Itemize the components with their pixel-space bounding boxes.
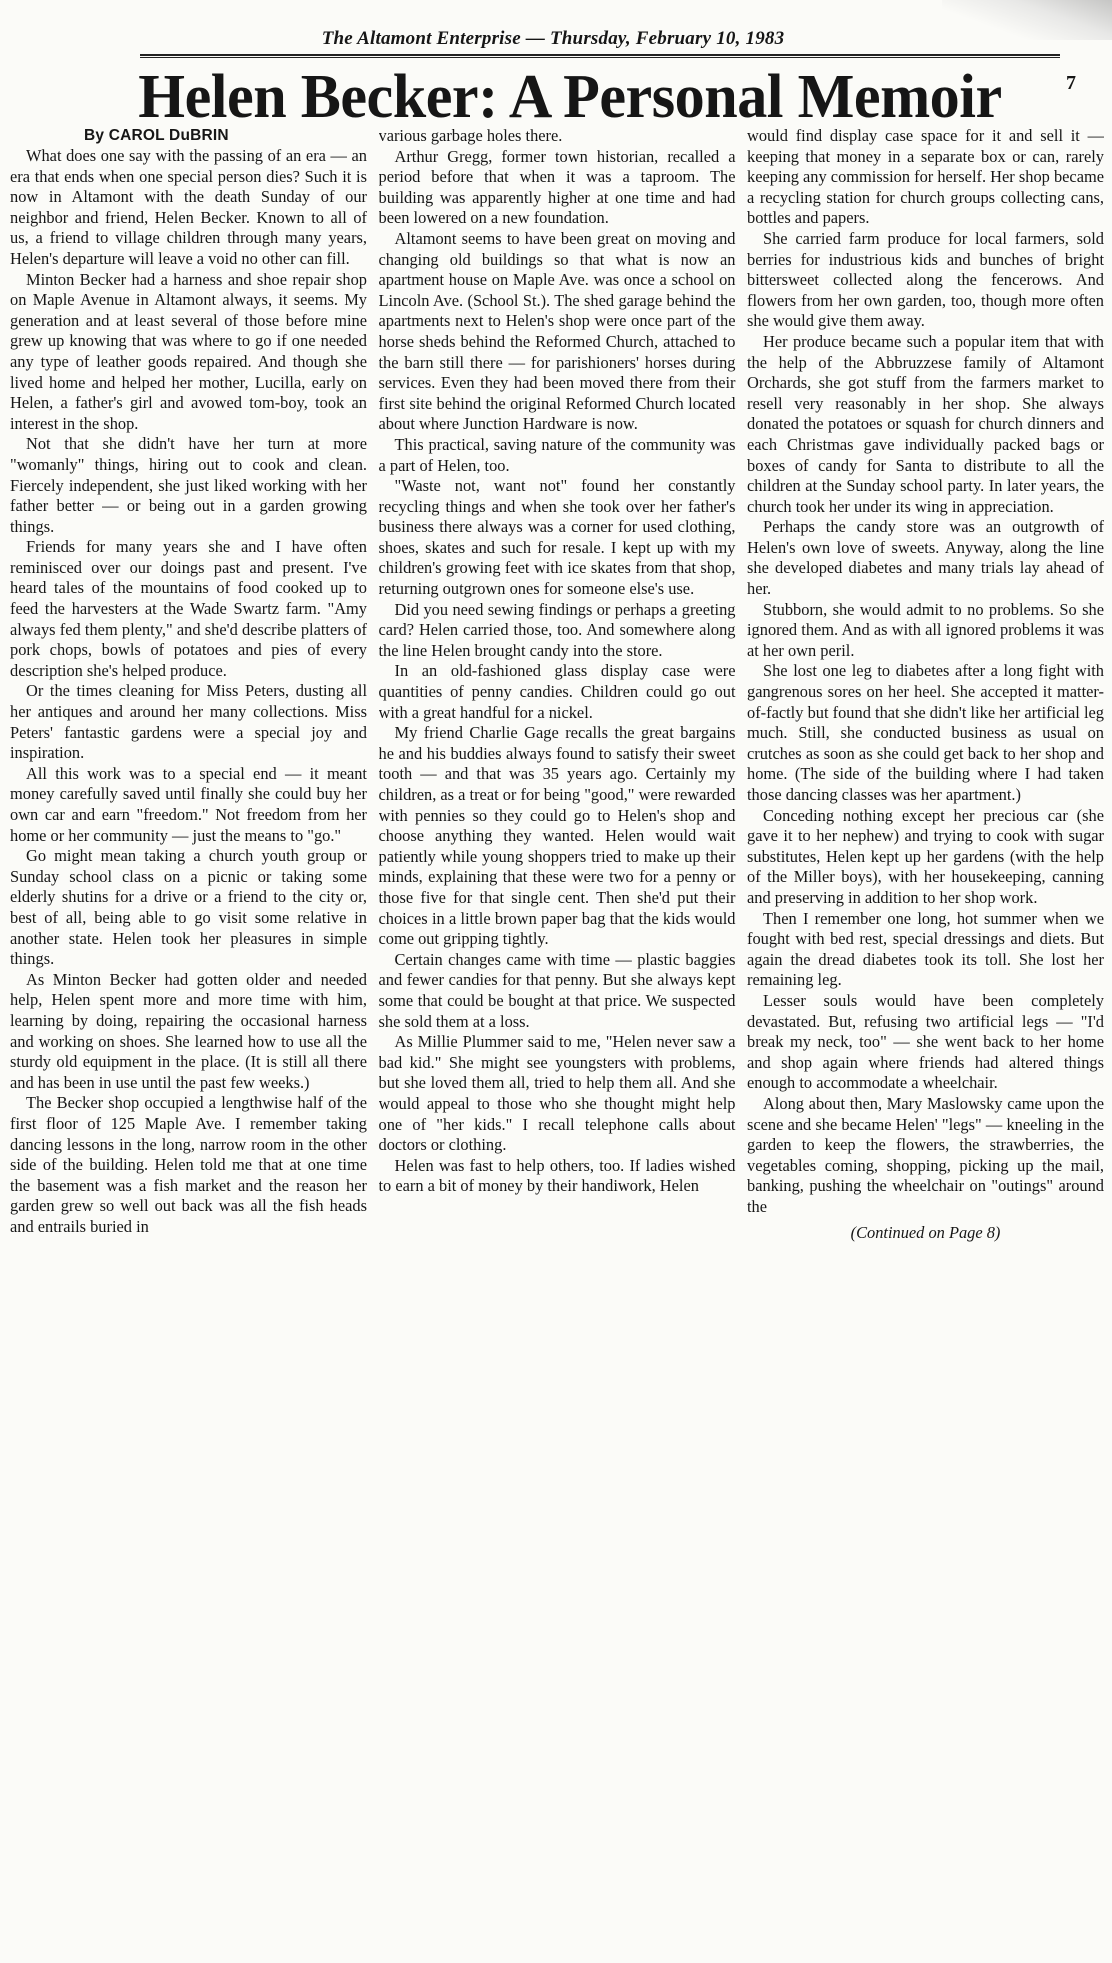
- paragraph: Friends for many years she and I have often reminisced over our doings past and present. I've heard tales of the mountains of food cooked up to feed the harvesters at the Wade Swartz farm. "Amy always fed them plenty," and she'd describe platters of pork chops, bowls of potatoes and pies of every description she's helped produce.: [10, 537, 367, 680]
- paragraph: Or the times cleaning for Miss Peters, dusting all her antiques and around her many collections. Miss Peters' fantastic gardens were a special joy and inspiration.: [10, 681, 367, 763]
- column-1: [4, 126, 367, 1936]
- paragraph: This practical, saving nature of the community was a part of Helen, too.: [378, 434, 736, 475]
- paragraph: Altamont seems to have been great on moving and changing old buildings so that what is now an apartment house on Maple Ave. was once a school on Lincoln Ave. (School St.). The shed garage behind the apartments next to Helen's shop were once part of the horse sheds behind the Reformed Church, attached to the barn still there — for parishioners' horses during services. Even they had been moved there from their first site behind the original Reformed Church located about where Junction Hardware is now.: [378, 228, 736, 434]
- paragraph: Not that she didn't have her turn at more "womanly" things, hiring out to cook and clean. Fiercely independent, she just liked working with her father better — or being out in a garden growing things.: [10, 434, 367, 536]
- paragraph: Her produce became such a popular item that with the help of the Abbruzzese family of Altamont Orchards, she got stuff from the farmers market to resell very reasonably in her shop. She always donated the potatoes or squash for church dinners and each Christmas gave individually packed bags or boxes of candy for Santa to distribute to all the children at the Sunday school party. In later years, the church took her under its wing in appreciation.: [747, 331, 1104, 516]
- masthead-rule: [140, 54, 1060, 56]
- paragraph: In an old-fashioned glass display case were quantities of penny candies. Children could go out with a great handful for a nickel.: [378, 661, 736, 722]
- column-3: [747, 126, 1104, 1936]
- masthead-rule-thin: [140, 57, 1060, 58]
- paragraph: Helen was fast to help others, too. If ladies wished to earn a bit of money by their handiwork, Helen: [378, 1155, 736, 1196]
- paragraph: Perhaps the candy store was an outgrowth of Helen's own love of sweets. Anyway, along the line she developed diabetes and many trials lay ahead of her.: [747, 517, 1104, 599]
- paragraph: Conceding nothing except her precious car (she gave it to her nephew) and trying to cook with sugar substitutes, Helen kept up her gardens (with the help of the Miller boys), with her housekeeping, canning and preserving in addition to her shop work.: [747, 805, 1104, 907]
- paragraph: would find display case space for it and sell it — keeping that money in a separate box or can, rarely keeping any commission for herself. Her shop became a recycling station for church groups collecting cans, bottles and papers.: [747, 126, 1104, 228]
- scan-shadow: [942, 0, 1112, 40]
- paragraph: As Minton Becker had gotten older and needed help, Helen spent more and more time with him, learning by doing, repairing the occasional harness and working on shoes. She learned how to use all the sturdy old equipment in the place. (It is still all there and has been in use until the past few weeks.): [10, 969, 367, 1092]
- paragraph: Did you need sewing findings or perhaps a greeting card? Helen carried those, too. And somewhere along the line Helen brought candy into the store.: [378, 599, 736, 660]
- paragraph: Along about then, Mary Maslowsky came upon the scene and she became Helen' "legs" — kneeling in the garden to keep the flowers, the strawberries, the vegetables coming, shopping, picking up the mail, banking, pushing the wheelchair on "outings" around the: [747, 1093, 1104, 1216]
- paragraph: The Becker shop occupied a lengthwise half of the first floor of 125 Maple Ave. I remember taking dancing lessons in the long, narrow room in the other side of the building. Helen told me that at one time the basement was a fish market and the reason her garden grew so well out back was all the fish heads and entrails buried in: [10, 1093, 367, 1236]
- paragraph: She carried farm produce for local farmers, sold berries for industrious kids and bunches of bright bittersweet collected along the fencerows. And flowers from her own garden, too, though more often she would give them away.: [747, 228, 1104, 331]
- paragraph: "Waste not, want not" found her constantly recycling things and when she took over her father's business there always was a corner for used clothing, shoes, skates and such for resale. I kept up with my children's growing feet with ice skates from that shop, returning outgrown ones for someone else's use.: [378, 476, 736, 599]
- paragraph: Stubborn, she would admit to no problems. So she ignored them. And as with all ignored problems it was at her own peril.: [747, 599, 1104, 660]
- paragraph: Certain changes came with time — plastic baggies and fewer candies for that penny. But she always kept some that could be bought at that price. We suspected she sold them at a loss.: [378, 949, 736, 1031]
- paragraph: What does one say with the passing of an era — an era that ends when one special person dies? Such it is now in Altamont with the death Sunday of our neighbor and friend, Helen Becker. Known to all of us, a friend to village children through many years, Helen's departure will leave a void no other can fill.: [10, 146, 367, 268]
- byline: By CAROL DuBRIN: [84, 127, 229, 144]
- paragraph: Minton Becker had a harness and shoe repair shop on Maple Avenue in Altamont always, it seems. My generation and at least several of those before mine grew up knowing that was where to go if one needed any type of leather goods repaired. And though she lived home and helped her mother, Lucilla, early on Helen, a father's girl and avowed tom-boy, took an interest in the shop.: [10, 269, 367, 433]
- paragraph: Lesser souls would have been completely devastated. But, refusing two artificial legs — "I'd break my neck, too" — she went back to her home and shop again where friends had altered things enough to accommodate a wheelchair.: [747, 990, 1104, 1093]
- continued-notice: (Continued on Page 8): [850, 1223, 1001, 1243]
- dateline: The Altamont Enterprise — Thursday, February 10, 1983: [321, 28, 785, 49]
- article-body: [4, 126, 1104, 1936]
- article-headline: Helen Becker: A Personal Memoir: [138, 63, 1002, 131]
- paragraph: She lost one leg to diabetes after a long fight with gangrenous sores on her heel. She accepted it matter-of-factly but found that she didn't like her artificial leg much. Still, she conducted business as usual on crutches as soon as she could get back to her shop and home. (The side of the building where I had taken those dancing classes was her apartment.): [747, 661, 1104, 804]
- paragraph: various garbage holes there.: [378, 126, 563, 145]
- column-2: [379, 126, 736, 1936]
- paragraph: Then I remember one long, hot summer when we fought with bed rest, special dressings and diets. But again the dread diabetes took its toll. She lost her remaining leg.: [747, 908, 1104, 990]
- paragraph: All this work was to a special end — it meant money carefully saved until finally she could buy her own car and earn "freedom." Not freedom from her home or her community — just the means to "go.": [10, 763, 367, 845]
- paragraph: Arthur Gregg, former town historian, recalled a period before that when it was a taproom. The building was apparently higher at one time and had been lowered on a new foundation.: [378, 146, 736, 228]
- paragraph: My friend Charlie Gage recalls the great bargains he and his buddies always found to satisfy their sweet tooth — and that was 35 years ago. Certainly my children, as a treat or for being "good," were rewarded with pennies so they could go to Helen's shop and choose anything they wanted. Helen would wait patiently while young shoppers tried to make up their minds, explaining that these were two for a penny or those five for that single cent. Then she'd put their choices in a little brown paper bag that the kids would come out gripping tightly.: [378, 723, 736, 949]
- paragraph: As Millie Plummer said to me, "Helen never saw a bad kid." She might see youngsters with problems, but she loved them all, tried to help them all. And she would appeal to those who she thought might help one of "her kids." I recall telephone calls about doctors or clothing.: [378, 1032, 736, 1155]
- page-number: 7: [1066, 72, 1076, 94]
- paragraph: Go might mean taking a church youth group or Sunday school class on a picnic or taking some elderly shutins for a drive or a friend to the city or, best of all, being able to go visit some relative in another state. Helen took her pleasures in simple things.: [10, 846, 367, 969]
